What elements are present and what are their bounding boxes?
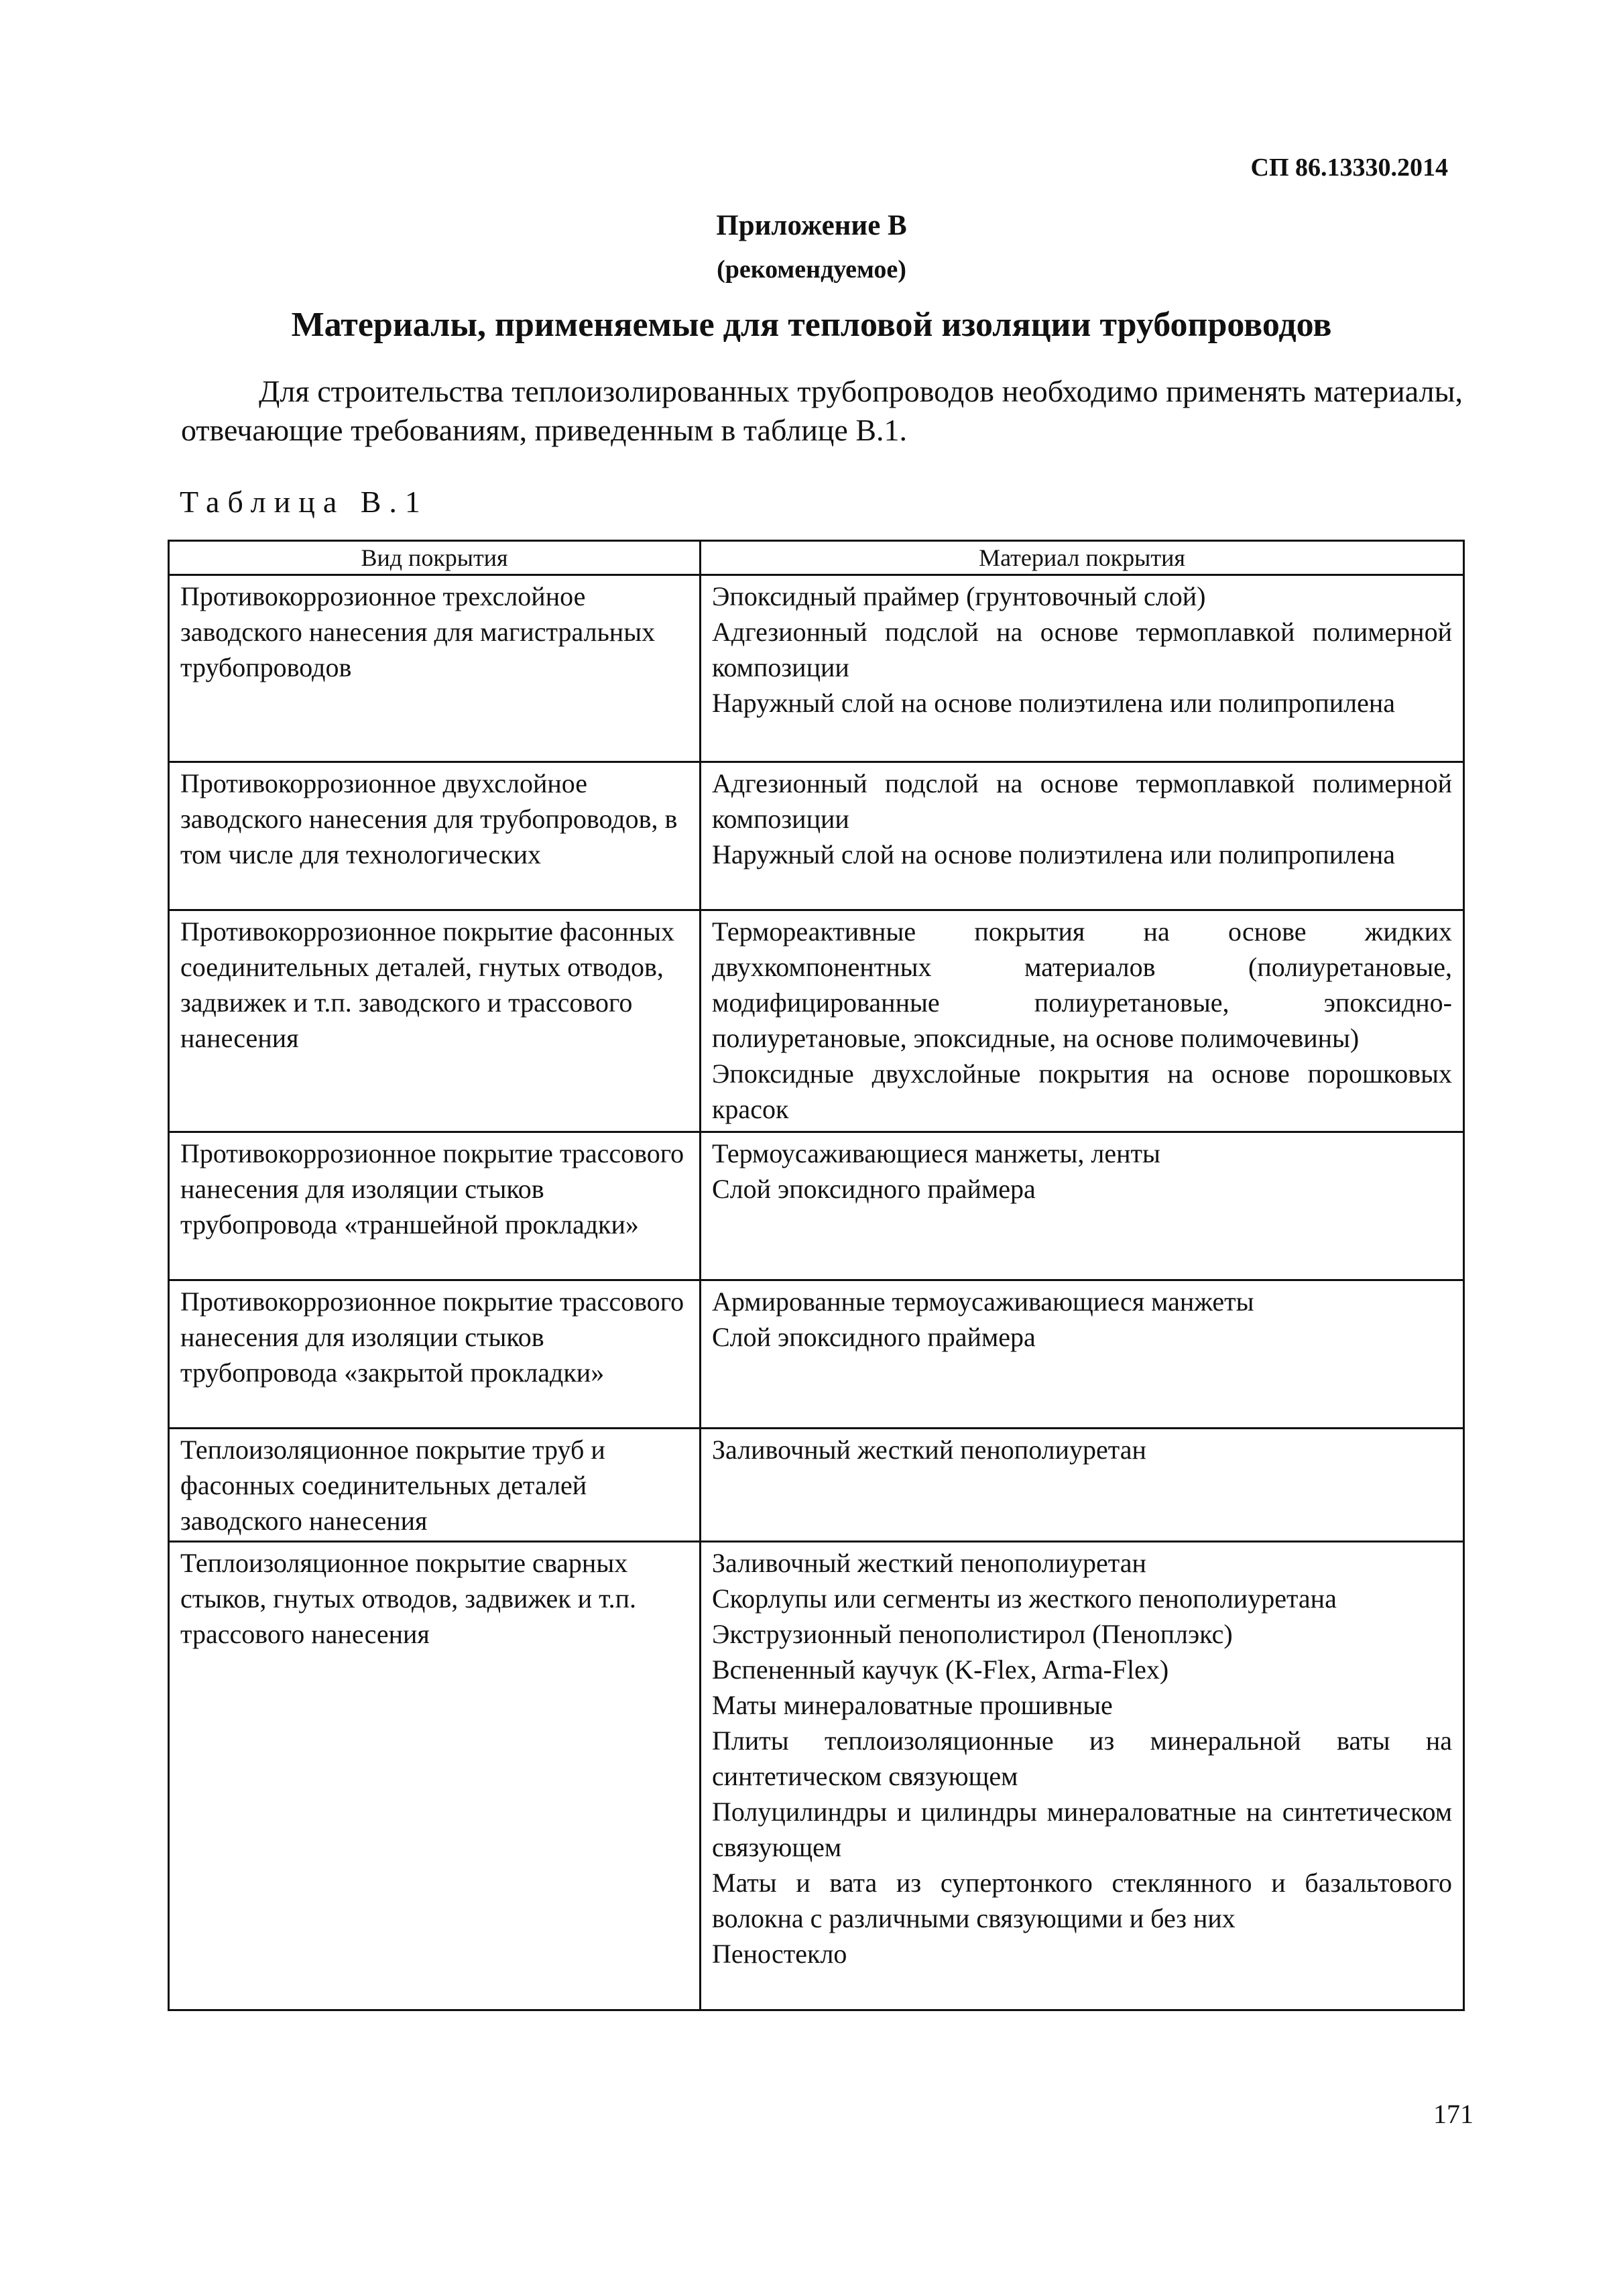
coating-type-cell: Противокоррозионное покрытие фасонных соединительных деталей, гнутых отводов, задвижек и т.п. заводского и трассового нанесения bbox=[169, 910, 701, 1132]
material-item: Термоусаживающиеся манжеты, ленты bbox=[712, 1138, 1160, 1168]
material-item: Пеностекло bbox=[712, 1939, 847, 1969]
table-row bbox=[169, 762, 1464, 910]
page-number: 171 bbox=[1433, 2099, 1474, 2129]
document-code: СП 86.13330.2014 bbox=[1250, 154, 1448, 182]
materials-table bbox=[168, 540, 1465, 2011]
intro-paragraph: Для строительства теплоизолированных трубопроводов необходимо применять материалы, отвечающие требованиям, приведенным в таблице В.1. bbox=[181, 374, 1463, 447]
coating-material-cell bbox=[701, 1542, 1464, 2010]
column-header-coating-material: Материал покрытия bbox=[701, 541, 1464, 575]
material-item: Адгезионный подслой на основе термоплавкой полимерной композиции bbox=[712, 617, 1452, 682]
material-item: Маты и вата из супертонкого стеклянного и базальтового волокна с различными связующими и без них bbox=[712, 1868, 1452, 1933]
coating-material-cell bbox=[701, 1132, 1464, 1280]
coating-material-cell bbox=[701, 1280, 1464, 1429]
coating-type-cell: Противокоррозионное покрытие трассового нанесения для изоляции стыков трубопровода «закрытой прокладки» bbox=[169, 1280, 701, 1429]
coating-type-cell: Теплоизоляционное покрытие сварных стыков, гнутых отводов, задвижек и т.п. трассового нанесения bbox=[169, 1542, 701, 2010]
coating-type-cell: Теплоизоляционное покрытие труб и фасонных соединительных деталей заводского нанесения bbox=[169, 1429, 701, 1542]
table-caption: Таблица В.1 bbox=[180, 485, 428, 519]
page-title: Материалы, применяемые для тепловой изоляции трубопроводов bbox=[291, 306, 1332, 344]
material-item: Вспененный каучук (K-Flex, Arma-Flex) bbox=[712, 1654, 1169, 1685]
table-row bbox=[169, 910, 1464, 1132]
material-item: Наружный слой на основе полиэтилена или полипропилена bbox=[712, 839, 1396, 869]
table-row bbox=[169, 1280, 1464, 1429]
material-item: Полуцилиндры и цилиндры минераловатные на синтетическом связующем bbox=[712, 1797, 1452, 1862]
appendix-title: Приложение В bbox=[716, 210, 907, 241]
material-item: Адгезионный подслой на основе термоплавкой полимерной композиции bbox=[712, 768, 1452, 834]
coating-material-cell bbox=[701, 910, 1464, 1132]
material-item: Плиты теплоизоляционные из минеральной ваты на синтетическом связующем bbox=[712, 1726, 1452, 1791]
material-item: Эпоксидный праймер (грунтовочный слой) bbox=[712, 581, 1206, 611]
coating-type-cell: Противокоррозионное двухслойное заводского нанесения для трубопроводов, в том числе для технологических bbox=[169, 762, 701, 910]
material-item: Скорлупы или сегменты из жесткого пенополиуретана bbox=[712, 1583, 1337, 1614]
appendix-note: (рекомендуемое) bbox=[717, 255, 906, 284]
coating-type-cell: Противокоррозионное трехслойное заводского нанесения для магистральных трубопроводов bbox=[169, 575, 701, 762]
material-item: Эпоксидные двухслойные покрытия на основе порошковых красок bbox=[712, 1059, 1452, 1124]
material-item: Армированные термоусаживающиеся манжеты bbox=[712, 1286, 1254, 1317]
coating-material-cell bbox=[701, 1429, 1464, 1542]
material-item: Маты минераловатные прошивные bbox=[712, 1690, 1113, 1720]
coating-type-cell: Противокоррозионное покрытие трассового нанесения для изоляции стыков трубопровода «траншейной прокладки» bbox=[169, 1132, 701, 1280]
material-item: Термореактивные покрытия на основе жидких двухкомпонентных материалов (полиуретановые, модифицированные полиуретановые, эпоксидно-полиуретановые, эпоксидные, на основе полимочевины) bbox=[712, 916, 1452, 1053]
table-row bbox=[169, 1429, 1464, 1542]
table-header-row bbox=[169, 541, 1464, 575]
table-row bbox=[169, 575, 1464, 762]
coating-material-cell bbox=[701, 762, 1464, 910]
material-item: Слой эпоксидного праймера bbox=[712, 1322, 1036, 1352]
material-item: Заливочный жесткий пенополиуретан bbox=[712, 1548, 1146, 1578]
coating-material-cell bbox=[701, 575, 1464, 762]
material-item: Заливочный жесткий пенополиуретан bbox=[712, 1435, 1146, 1465]
material-item: Наружный слой на основе полиэтилена или полипропилена bbox=[712, 688, 1396, 718]
material-item: Экструзионный пенополистирол (Пеноплэкс) bbox=[712, 1619, 1233, 1649]
column-header-coating-type: Вид покрытия bbox=[169, 541, 701, 575]
material-item: Слой эпоксидного праймера bbox=[712, 1174, 1036, 1204]
table-row bbox=[169, 1132, 1464, 1280]
table-row bbox=[169, 1542, 1464, 2010]
